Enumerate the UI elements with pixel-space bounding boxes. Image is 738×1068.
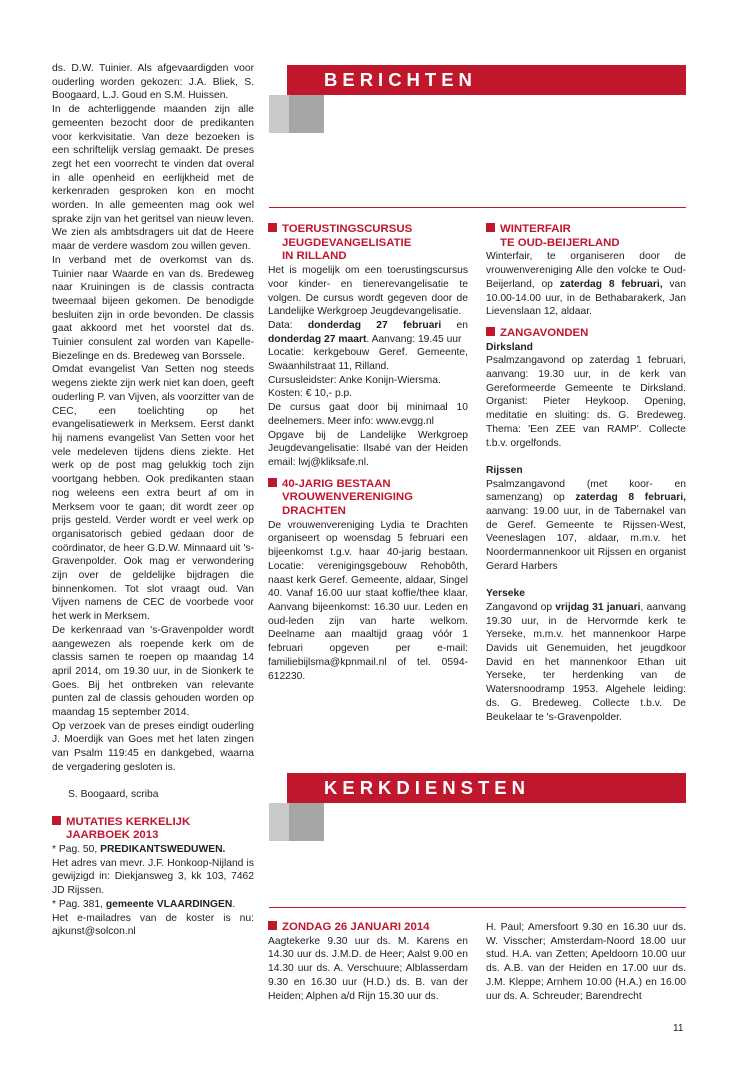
jubileum-heading: 40-JARIG BESTAAN VROUWENVERENIGING DRACHTEN xyxy=(268,478,468,519)
dirksland-title: Dirksland xyxy=(486,341,533,353)
toerusting-heading: TOERUSTINGSCURSUS JEUGDEVANGELISATIE IN RILLAND xyxy=(268,223,468,264)
toerusting-data: Data: donderdag 27 februari en donderdag 27 maart. Aanvang: 19.45 uur xyxy=(268,319,468,345)
section-rule xyxy=(269,207,686,208)
paragraph: Omdat evangelist Van Setten nog steeds wegens ziekte zijn werk niet kan doen, geeft ouderling P. van Vijven, als voorzitter van de CEC, een toelichting op het evangelisatiewerk in Merksem. Eerst dankt hij namens evangelist Van Setten voor het vele medeleven tijdens diens ziekte. Het werk op de post mag gelukkig toch zijn voortgang hebben. Ook predikanten staan nog weleens een extra beurt af om in Merksem voor te gaan; dit wordt zeer op prijs gesteld. Verder wordt er veel werk op organisatorisch gebied gedaan door de coördinator, de heer G.D.W. Minnaard uit 's-Gravenpolder. Ook mag er verwondering zijn over de geldelijke bijdragen die binnenkomen. Tot slot vraagt oud. Van Vijven namens de CEC de voorbede voor het werk in Merksem. xyxy=(52,364,254,623)
paragraph: ds. D.W. Tuinier. Als afgevaardigden voor ouderling worden gekozen: J.A. Bliek, S. Boogaard, L.J. Goud en S.M. Huissen. xyxy=(52,63,254,102)
section-rule xyxy=(269,907,686,908)
paragraph: De kerkenraad van 's-Gravenpolder wordt aangewezen als roepende kerk om de classis samen te roepen op maandag 14 april 2014, om 19.30 uur, in de Sionkerk te Goes. Bij het ontbreken van relevante punten zal de classis gehouden worden op maandag 15 september 2014. xyxy=(52,624,254,719)
toerusting-kosten: Kosten: € 10,- p.p. xyxy=(268,388,353,400)
winterfair-text: Winterfair, te organiseren door de vrouwenvereniging Alle den volcke te Oud-Beijerland, op zaterdag 8 februari, van 10.00-14.00 uur, in de Bethabarakerk, Jan Lievenslaan 12, aldaar. xyxy=(486,251,686,318)
rijssen-title: Rijssen xyxy=(486,464,523,476)
mutatie-text: Het adres van mevr. J.F. Honkoop-Nijland is gewijzigd in: Diekjansweg 3, kk 103, 7462 JD Rijssen. xyxy=(52,857,254,897)
toerusting-opgave: Opgave bij de Landelijke Werkgroep Jeugdevangelisatie: Ilsabé van der Heiden email: lwj@kliksafe.nl. xyxy=(268,429,468,468)
toerusting-intro: Het is mogelijk om een toerustingscursus voor kinder- en tienerevangelisatie te volgen. De cursus wordt gegeven door de Landelijke Werkgroep Jeugdevangelisatie. xyxy=(268,265,468,318)
paragraph: Op verzoek van de preses eindigt ouderling J. Moerdijk van Goes met het laten zingen van Psalm 119:45 en dankgebed, waarna de vergadering gesloten is. xyxy=(52,720,254,773)
mutatie-line: * Pag. 381, gemeente VLAARDINGEN. xyxy=(52,898,236,910)
bullet-square-icon xyxy=(268,223,277,232)
decorative-block xyxy=(269,803,289,841)
dirksland-text: Psalmzangavond op zaterdag 1 februari, aanvang: 19.30 uur, in de kerk van Gereformeerde Gemeente te Dirksland. Organist: Pieter Heykoop. Opening, meditatie en sluiting: ds. G. Bredeweg. Thema: 'Een ZEE van RAMP'. Collecte t.b.v. orgelfonds. xyxy=(486,355,686,449)
bullet-square-icon xyxy=(268,921,277,930)
left-column xyxy=(52,62,254,939)
zondag-heading: ZONDAG 26 JANUARI 2014 xyxy=(268,921,468,935)
kerkdiensten-right xyxy=(486,921,686,1003)
decorative-block xyxy=(289,803,324,841)
paragraph: In de achterliggende maanden zijn alle gemeenten bezocht door de predikanten voor kerkvisitatie. Van deze bezoeken is een schriftelijk verslag gemaakt. De preses zegt het een voorrecht te vinden dat overal in alle openheid en eerlijkheid met de kerkenraden gesproken kon en mocht worden. In alle gemeenten mag ook wel sprake zijn van het geritsel van nieuw leven. We zien als ambtsdragers uit dat de Heere maar de verdere wasdom zou willen geven. xyxy=(52,104,254,253)
decorative-block xyxy=(269,95,289,133)
signature: S. Boogaard, scriba xyxy=(68,789,159,801)
toerusting-deelnemers: De cursus gaat door bij minimaal 10 deelnemers. Meer info: www.evgg.nl xyxy=(268,402,468,427)
kerkdiensten-left xyxy=(268,921,468,1003)
mutaties-heading: MUTATIES KERKELIJK JAARBOEK 2013 xyxy=(52,816,254,843)
toerusting-leidster: Cursusleidster: Anke Konijn-Wiersma. xyxy=(268,374,441,386)
zangavonden-heading: ZANGAVONDEN xyxy=(486,327,686,341)
right-column xyxy=(486,223,686,724)
bullet-square-icon xyxy=(268,478,277,487)
jubileum-text: De vrouwenvereniging Lydia te Drachten organiseert op woensdag 5 februari een bijeenkomst t.g.v. haar 40-jarig bestaan. Locatie: verenigingsgebouw Rehobôth, naast kerk Geref. Gemeente, aldaar, Singel 40. Vanaf 16.00 uur staat koffie/thee klaar. Aanvang bijeenkomst: 16.30 uur. Leden en oud-leden zijn van harte welkom. Deelname aan maaltijd graag vóór 1 februari opgeven per e-mail: familiebijlsma@kpnmail.nl of tel. 0594-612230. xyxy=(268,519,468,682)
bullet-square-icon xyxy=(486,327,495,336)
yerseke-title: Yerseke xyxy=(486,588,525,600)
decorative-block xyxy=(289,95,324,133)
winterfair-heading: WINTERFAIR TE OUD-BEIJERLAND xyxy=(486,223,686,250)
berichten-banner: BERICHTEN xyxy=(287,65,686,95)
toerusting-locatie: Locatie: kerkgebouw Geref. Gemeente, Swaanhilstraat 11, Rilland. xyxy=(268,347,468,373)
middle-column xyxy=(268,223,468,683)
kerkdiensten-banner: KERKDIENSTEN xyxy=(287,773,686,803)
yerseke-text: Zangavond op vrijdag 31 januari, aanvang 19.30 uur, in de Hervormde kerk te Yerseke, m.m.v. het mannenkoor Harpe Davids uit Genemuiden, het jeugdkoor David en het mannenkoor Ethan uit Yerseke, ter herdenking van de Watersnoodramp 1953. Algehele leiding: ds. G. Bredeweg. Collecte t.b.v. De Beukelaar te 's-Gravenpolder. xyxy=(486,601,687,723)
kerkdiensten-text: H. Paul; Amersfoort 9.30 en 16.30 uur ds. W. Visscher; Amsterdam-Noord 18.00 uur stud. H.A. van Zetten; Apeldoorn 10.00 uur ds. A.B. van der Heiden en 17.00 uur ds. J.M. Kleppe; Arnhem 10.00 (H.A.) en 16.00 uur ds. A. Schreuder; Barendrecht xyxy=(486,922,686,1002)
mutatie-line: * Pag. 50, PREDIKANTSWEDUWEN. xyxy=(52,844,226,856)
rijssen-text: Psalmzangavond (met koor- en samenzang) op zaterdag 8 februari, aanvang: 19.00 uur, in de Tabernakel van de Geref. Gemeente te Rijssen-West, Veeneslagen 107, aldaar, m.m.v. het Noordermannenkoor uit Rijssen en organist Gerard Harbers xyxy=(486,478,686,572)
paragraph: In verband met de overkomst van ds. Tuinier naar Waarde en van ds. Bredeweg naar Kruiningen is de classis contracta tweemaal bijeen gekomen. De benodigde besluiten zijn in orde bevonden. De classis gaat akkoord met het voorstel dat ds. Tuinier consulent zal worden van Kapelle-Biezelinge en ds. Bredeweg van Borssele. xyxy=(52,254,254,362)
kerkdiensten-text: Aagtekerke 9.30 uur ds. M. Karens en 14.30 uur ds. J.M.D. de Heer; Aalst 9.00 en 14.30 uur ds. A. Verschuure; Alblasserdam 9.30 en 16.30 uur (H.D.) ds. B. van der Heiden; Alphen a/d Rijn 15.30 uur ds. xyxy=(268,935,468,1002)
bullet-square-icon xyxy=(486,223,495,232)
page-number: 11 xyxy=(673,1023,684,1034)
bullet-square-icon xyxy=(52,816,61,825)
mutatie-text: Het e-mailadres van de koster is nu: ajkunst@solcon.nl xyxy=(52,912,254,938)
